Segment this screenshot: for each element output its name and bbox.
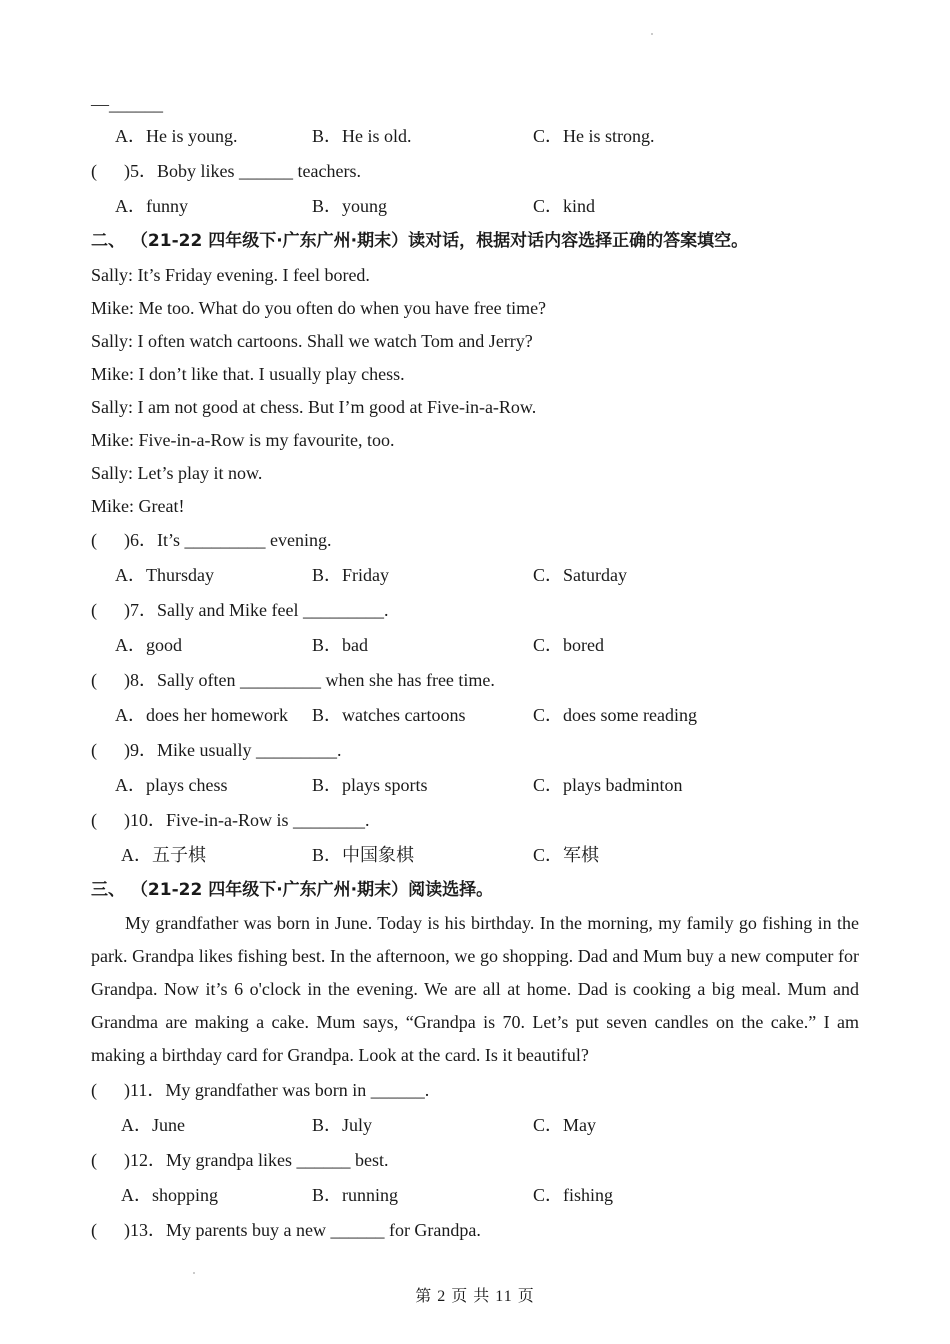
dialogue-line: Mike: I don’t like that. I usually play chess. xyxy=(91,364,405,384)
dialogue-line: Mike: Five-in-a-Row is my favourite, too. xyxy=(91,430,395,450)
q9-option-a: A．plays chess xyxy=(115,775,228,795)
q9-option-b: B．plays sports xyxy=(312,775,428,795)
q7-option-c: C．bored xyxy=(533,635,604,655)
q5-option-a: A．funny xyxy=(115,196,188,216)
q11-option-b: B．July xyxy=(312,1115,373,1135)
q8-option-b: B．watches cartoons xyxy=(312,705,466,725)
reading-passage: My grandfather was born in June. Today is his birthday. In the morning, my family go fishing in the park. Grandpa likes fishing best. In the afternoon, we go shopping. Dad and Mum buy a new computer for Grandpa. Now it’s 6 o'clock in the evening. We are all at home. Dad is cooking a big meal. Mum and Grandma are making a cake. Mum says, “Grandpa is 70. Let’s put seven candles on the cake.” I am making a birthday card for Grandpa. Look at the card. Is it beautiful? xyxy=(91,913,859,1065)
q7-option-b: B．bad xyxy=(312,635,368,655)
q10-option-b: B．中国象棋 xyxy=(312,845,415,865)
q5-option-b: B．young xyxy=(312,196,388,216)
q8-option-a: A．does her homework xyxy=(115,705,288,725)
q4-option-c: C．He is strong. xyxy=(533,126,655,146)
scan-speck xyxy=(651,33,653,35)
q5-option-c: C．kind xyxy=(533,196,596,216)
dialogue-line: Sally: Let’s play it now. xyxy=(91,463,263,483)
dialogue-line: Sally: It’s Friday evening. I feel bored. xyxy=(91,265,370,285)
page-number-footer: 第 2 页 共 11 页 xyxy=(415,1288,535,1305)
question-13: ( )13．My parents buy a new ______ for Grandpa. xyxy=(91,1220,481,1240)
q10-option-c: C．军棋 xyxy=(533,845,600,865)
q6-option-c: C．Saturday xyxy=(533,565,627,585)
question-7: ( )7．Sally and Mike feel _________. xyxy=(91,600,389,620)
question-8: ( )8．Sally often _________ when she has free time. xyxy=(91,670,495,690)
q12-option-c: C．fishing xyxy=(533,1185,614,1205)
section-3-heading: 三、 （21-22 四年级下·广东广州·期末）阅读选择。 xyxy=(91,880,494,900)
q6-option-b: B．Friday xyxy=(312,565,390,585)
question-11: ( )11．My grandfather was born in ______. xyxy=(91,1080,430,1100)
q8-option-c: C．does some reading xyxy=(533,705,697,725)
question-12: ( )12．My grandpa likes ______ best. xyxy=(91,1150,389,1170)
q12-option-a: A．shopping xyxy=(121,1185,219,1205)
dialogue-line: Mike: Great! xyxy=(91,496,185,516)
question-5: ( )5．Boby likes ______ teachers. xyxy=(91,161,361,181)
scan-speck xyxy=(193,1272,195,1274)
q11-option-c: C．May xyxy=(533,1115,596,1135)
section-2-heading: 二、 （21-22 四年级下·广东广州·期末）读对话，根据对话内容选择正确的答案填空。 xyxy=(91,231,749,251)
q4-option-a: A．He is young. xyxy=(115,126,238,146)
dialogue-line: Mike: Me too. What do you often do when you have free time? xyxy=(91,298,547,318)
question-10: ( )10．Five-in-a-Row is ________. xyxy=(91,810,370,830)
q9-option-c: C．plays badminton xyxy=(533,775,683,795)
dialogue-line: Sally: I am not good at chess. But I’m good at Five-in-a-Row. xyxy=(91,397,537,417)
q7-option-a: A．good xyxy=(115,635,182,655)
q10-option-a: A．五子棋 xyxy=(121,845,206,865)
q6-option-a: A．Thursday xyxy=(115,565,214,585)
dialogue-line: Sally: I often watch cartoons. Shall we watch Tom and Jerry? xyxy=(91,331,533,351)
q4-option-b: B．He is old. xyxy=(312,126,412,146)
q11-option-a: A．June xyxy=(121,1115,185,1135)
answer-dash-line: —______ xyxy=(91,94,163,114)
question-9: ( )9．Mike usually _________. xyxy=(91,740,342,760)
q12-option-b: B．running xyxy=(312,1185,399,1205)
question-6: ( )6．It’s _________ evening. xyxy=(91,530,332,550)
